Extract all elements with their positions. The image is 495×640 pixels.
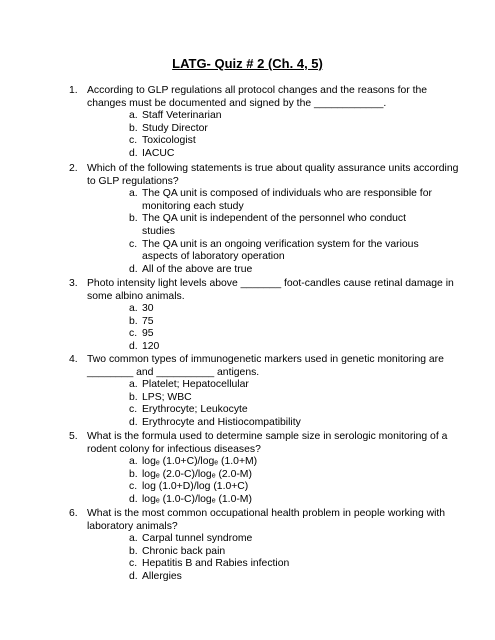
option-text: 30 [142, 303, 154, 315]
option-letter: c. [129, 558, 138, 570]
option-item [69, 558, 469, 571]
option-list [69, 456, 469, 506]
option-text: 95 [142, 328, 154, 340]
option-list [69, 188, 469, 276]
question-stem [69, 163, 469, 188]
question-stem [69, 85, 469, 110]
option-text: The QA unit is independent of the personnel who conduct studies [142, 213, 406, 237]
question-number: 3. [69, 278, 78, 289]
option-item [69, 571, 469, 584]
option-text: Hepatitis B and Rabies infection [142, 558, 290, 570]
option-list [69, 379, 469, 429]
option-item [69, 533, 469, 546]
question-number: 6. [69, 508, 78, 519]
option-item [69, 123, 469, 136]
option-item [69, 456, 469, 469]
option-text: All of the above are true [142, 263, 253, 275]
option-text: The QA unit is an ongoing verification system for the various aspects of laboratory operation [142, 238, 419, 263]
option-item [69, 404, 469, 417]
option-item [69, 303, 469, 316]
question-stem [69, 354, 469, 379]
option-text: Carpal tunnel syndrome [142, 533, 253, 545]
option-item [69, 494, 469, 507]
question-text: According to GLP regulations all protocol changes and the reasons for the changes must be documented and signed by the ____________. [87, 85, 428, 109]
question-number: 2. [69, 163, 78, 174]
question-number: 1. [69, 85, 78, 96]
option-item [69, 546, 469, 559]
option-text: logₑ (2.0-C)/logₑ (2.0-M) [142, 468, 252, 480]
option-letter: c. [129, 328, 138, 340]
option-text: Allergies [142, 570, 182, 582]
option-letter: b. [129, 315, 138, 327]
option-letter: c. [129, 238, 138, 250]
option-letter: a. [129, 456, 138, 468]
option-text: Staff Veterinarian [142, 110, 222, 122]
question-stem [69, 508, 469, 533]
question-3 [69, 278, 469, 354]
option-letter: a. [129, 533, 138, 545]
option-list [69, 110, 469, 160]
question-2 [69, 163, 469, 276]
option-text: Erythrocyte and Histiocompatibility [142, 416, 301, 428]
question-text: What is the formula used to determine sample size in serologic monitoring of a rodent colony for infectious diseases? [87, 431, 448, 455]
option-item [69, 328, 469, 341]
option-letter: d. [129, 570, 138, 582]
question-text: Which of the following statements is true about quality assurance units according to GLP regulations? [87, 163, 459, 187]
option-item [69, 213, 469, 238]
option-text: logₑ (1.0-C)/logₑ (1.0-M) [142, 493, 252, 505]
option-item [69, 392, 469, 405]
option-item [69, 469, 469, 482]
option-letter: a. [129, 379, 138, 391]
option-text: LPS; WBC [142, 391, 192, 403]
question-1 [69, 85, 469, 161]
option-item [69, 264, 469, 277]
option-text: Study Director [142, 122, 208, 134]
question-text: Two common types of immunogenetic markers used in genetic monitoring are ________ and __________ antigens. [87, 354, 444, 378]
option-letter: b. [129, 545, 138, 557]
option-letter: b. [129, 213, 138, 225]
option-letter: d. [129, 340, 138, 352]
question-5 [69, 431, 469, 507]
option-item [69, 417, 469, 430]
option-text: IACUC [142, 147, 175, 159]
option-letter: c. [129, 481, 138, 493]
question-number: 5. [69, 431, 78, 442]
option-item [69, 239, 469, 264]
option-letter: c. [129, 404, 138, 416]
page-title: LATG- Quiz # 2 (Ch. 4, 5) [172, 56, 323, 71]
option-item [69, 341, 469, 354]
option-list [69, 303, 469, 353]
option-text: Toxicologist [142, 135, 196, 147]
option-text: log (1.0+D)/log (1.0+C) [142, 481, 249, 493]
question-stem [69, 431, 469, 456]
option-letter: d. [129, 263, 138, 275]
option-item [69, 188, 469, 213]
question-6 [69, 508, 469, 584]
option-item [69, 379, 469, 392]
option-item [69, 481, 469, 494]
question-text: What is the most common occupational health problem in people working with laboratory animals? [87, 508, 446, 532]
option-text: logₑ (1.0+C)/logₑ (1.0+M) [142, 456, 258, 468]
option-letter: b. [129, 391, 138, 403]
option-text: The QA unit is composed of individuals who are responsible for monitoring each study [142, 188, 432, 212]
option-letter: b. [129, 122, 138, 134]
option-item [69, 148, 469, 161]
option-letter: a. [129, 303, 138, 315]
option-text: 120 [142, 340, 160, 352]
option-letter: c. [129, 135, 138, 147]
question-4 [69, 354, 469, 430]
option-list [69, 533, 469, 583]
option-text: Platelet; Hepatocellular [142, 379, 249, 391]
option-item [69, 316, 469, 329]
option-letter: d. [129, 493, 138, 505]
option-letter: a. [129, 110, 138, 122]
option-item [69, 135, 469, 148]
option-letter: a. [129, 188, 138, 200]
question-text: Photo intensity light levels above _______ foot-candles cause retinal damage in some albino animals. [87, 278, 454, 302]
option-item [69, 110, 469, 123]
option-text: Erythrocyte; Leukocyte [142, 404, 248, 416]
question-number: 4. [69, 354, 78, 365]
option-letter: d. [129, 416, 138, 428]
option-letter: d. [129, 147, 138, 159]
option-text: Chronic back pain [142, 545, 226, 557]
option-text: 75 [142, 315, 154, 327]
option-letter: b. [129, 468, 138, 480]
question-stem [69, 278, 469, 303]
